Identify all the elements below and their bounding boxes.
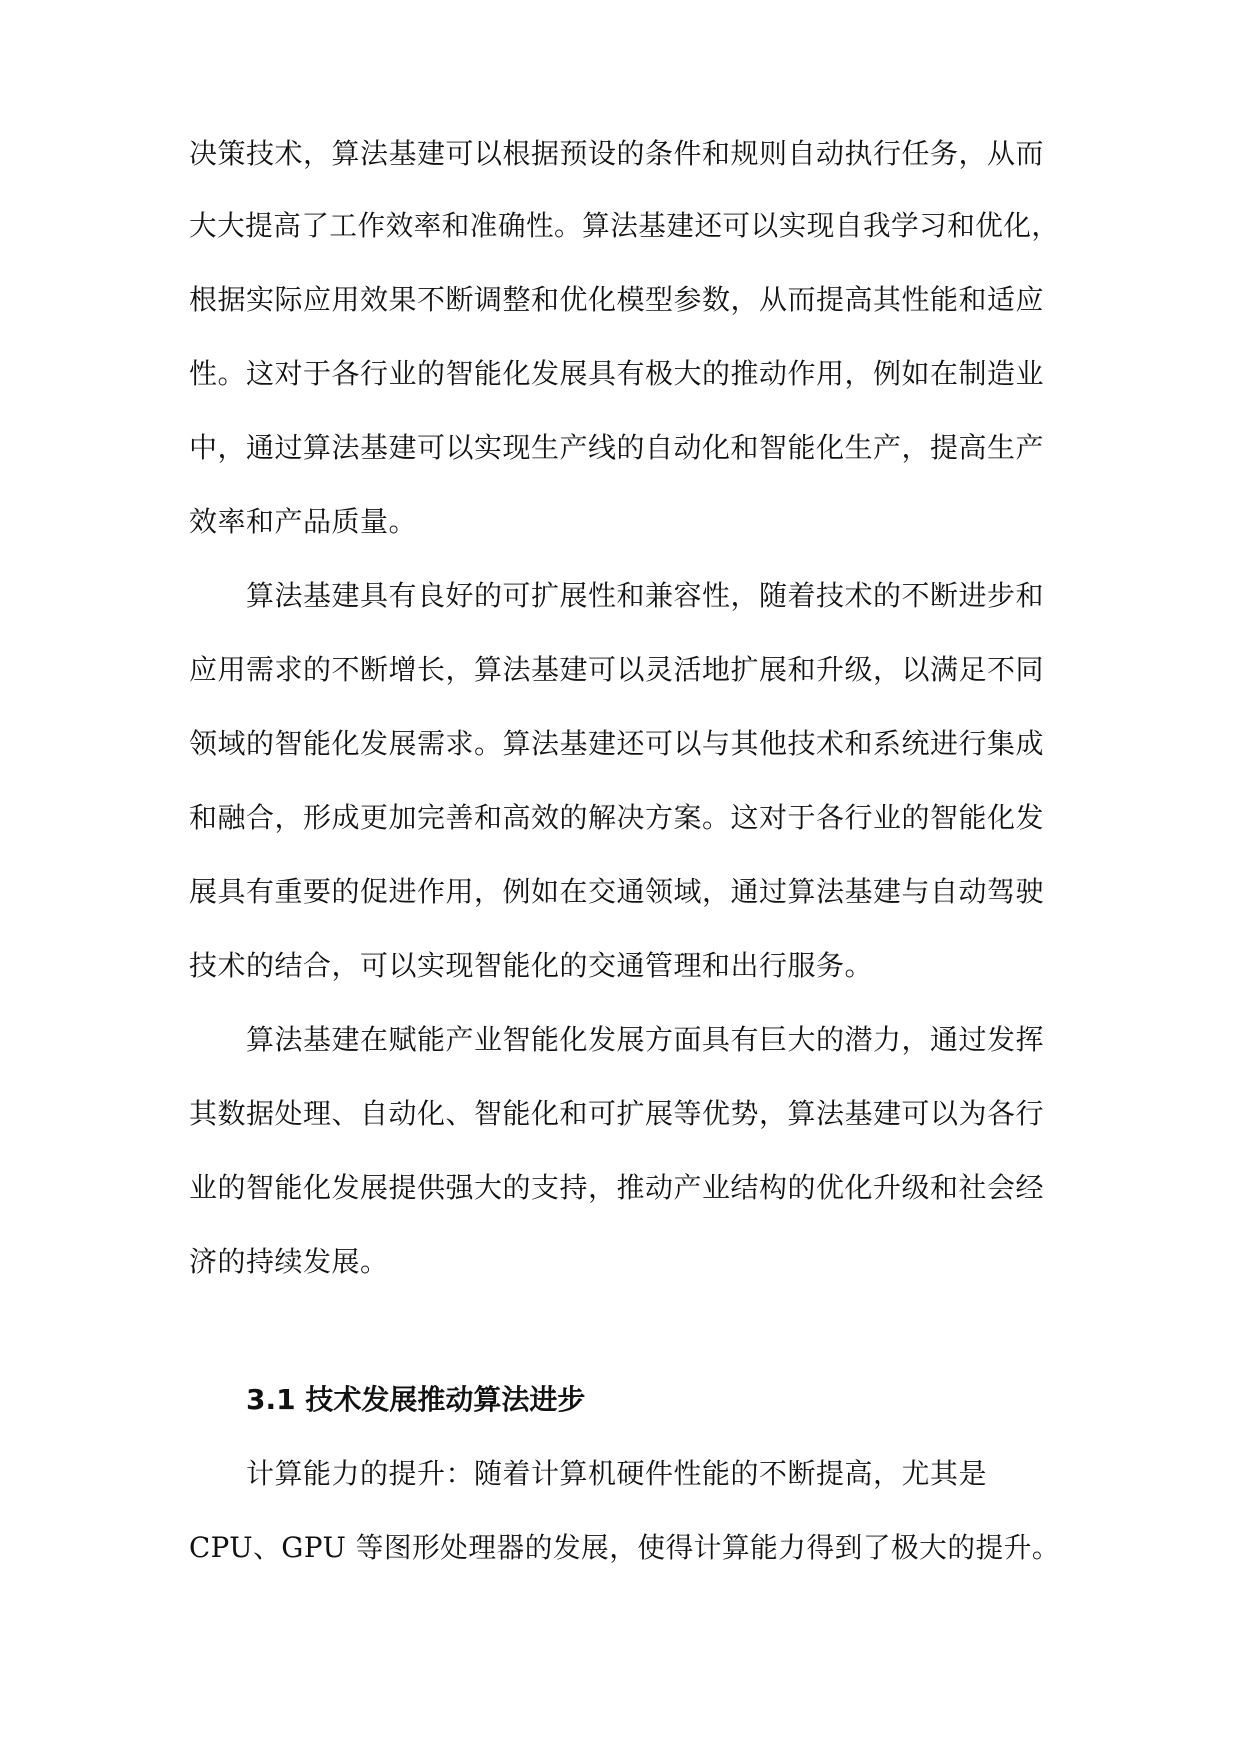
- paragraph-1-line-4: 性。这对于各行业的智能化发展具有极大的推动作用，例如在制造业: [189, 357, 1045, 390]
- paragraph-3-line-1: 算法基建在赋能产业智能化发展方面具有巨大的潜力，通过发挥: [246, 1023, 1045, 1056]
- paragraph-1-line-5: 中，通过算法基建可以实现生产线的自动化和智能化生产，提高生产: [189, 431, 1045, 464]
- section-line-1: 计算能力的提升：随着计算机硬件性能的不断提高，尤其是: [246, 1457, 988, 1490]
- paragraph-2-line-5: 展具有重要的促进作用，例如在交通领域，通过算法基建与自动驾驶: [189, 875, 1045, 908]
- paragraph-1-line-2: 大大提高了工作效率和准确性。算法基建还可以实现自我学习和优化，: [189, 209, 1060, 242]
- paragraph-3-line-4: 济的持续发展。: [189, 1245, 389, 1278]
- paragraph-1-line-3: 根据实际应用效果不断调整和优化模型参数，从而提高其性能和适应: [189, 283, 1045, 316]
- section-line-2: CPU、GPU 等图形处理器的发展，使得计算能力得到了极大的提升。: [189, 1531, 1061, 1564]
- paragraph-2-line-6: 技术的结合，可以实现智能化的交通管理和出行服务。: [189, 949, 874, 982]
- paragraph-3-line-2: 其数据处理、自动化、智能化和可扩展等优势，算法基建可以为各行: [189, 1097, 1045, 1130]
- paragraph-2-line-3: 领域的智能化发展需求。算法基建还可以与其他技术和系统进行集成: [189, 727, 1045, 760]
- paragraph-2-line-2: 应用需求的不断增长，算法基建可以灵活地扩展和升级，以满足不同: [189, 653, 1045, 686]
- paragraph-2-line-1: 算法基建具有良好的可扩展性和兼容性，随着技术的不断进步和: [246, 579, 1045, 612]
- paragraph-2-line-4: 和融合，形成更加完善和高效的解决方案。这对于各行业的智能化发: [189, 801, 1045, 834]
- paragraph-1-line-1: 决策技术，算法基建可以根据预设的条件和规则自动执行任务，从而: [189, 137, 1045, 170]
- section-heading: 3.1 技术发展推动算法进步: [246, 1383, 586, 1416]
- paragraph-1-line-6: 效率和产品质量。: [189, 505, 418, 538]
- paragraph-3-line-3: 业的智能化发展提供强大的支持，推动产业结构的优化升级和社会经: [189, 1171, 1045, 1204]
